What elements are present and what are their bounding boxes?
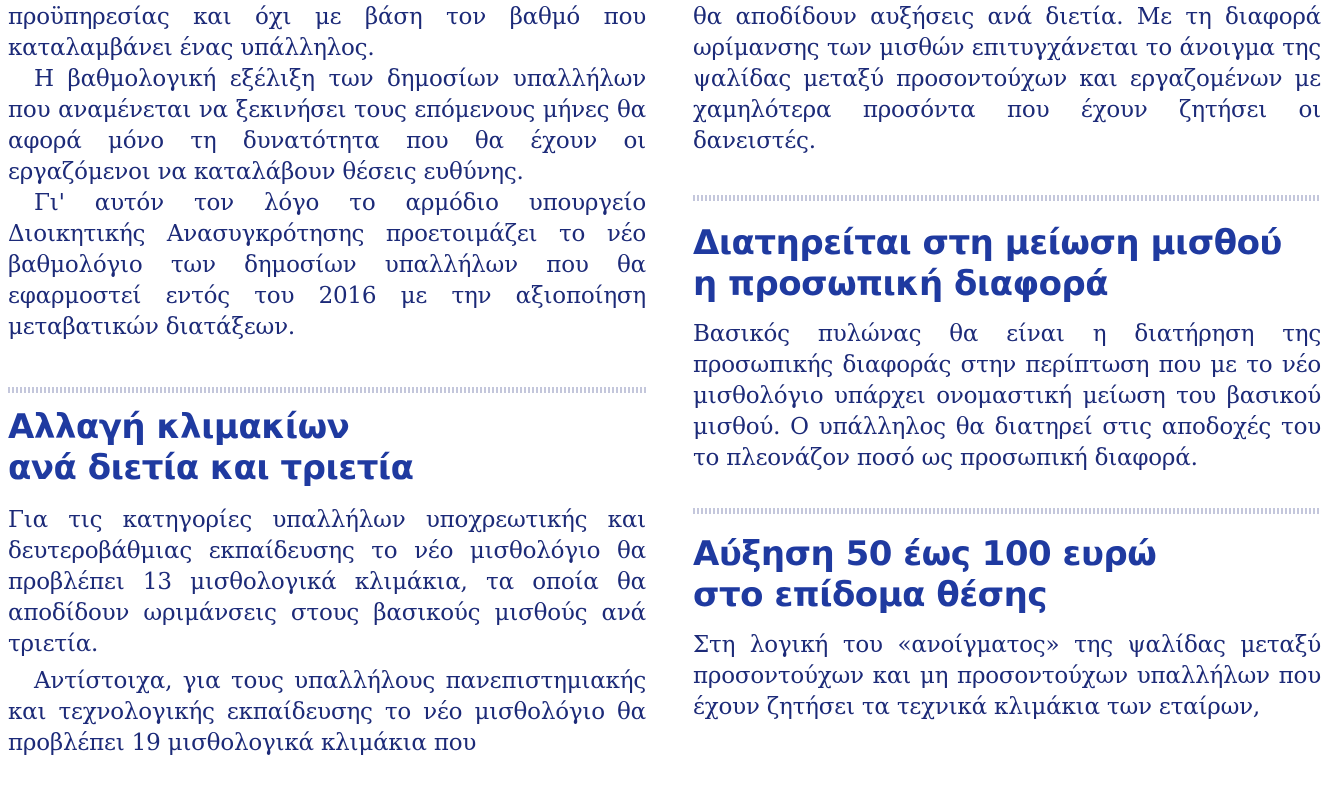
section-divider [693, 508, 1321, 514]
article-paragraph: προϋπηρεσίας και όχι με βάση τον βαθμό που καταλαμβάνει ένας υπάλληλος. [8, 4, 646, 61]
section-heading [8, 407, 646, 489]
section-heading [693, 223, 1321, 305]
article-paragraph: Για τις κατηγορίες υπαλλήλων υποχρεωτικής και δευτεροβάθμιας εκπαίδευσης το νέο μισθολόγιο θα προβλέπει 13 μισθολογικά κλιμάκια, τα οποία θα αποδίδουν ωριμάνσεις στους βασικούς μισθούς ανά τριετία. [8, 507, 646, 657]
section-divider [8, 387, 646, 393]
heading-line: Διατηρείται στη μείωση μισθού [693, 223, 1282, 263]
article-paragraph: θα αποδίδουν αυξήσεις ανά διετία. Με τη διαφορά ωρίμανσης των μισθών επιτυγχάνεται το άνοιγμα της ψαλίδας μεταξύ προσοντούχων και εργαζομένων με χαμηλότερα προσόντα που έχουν ζητήσει οι δανειστές. [693, 4, 1321, 154]
left-column [8, 0, 646, 759]
section-divider [693, 195, 1321, 201]
right-column [693, 0, 1321, 723]
heading-line: Αλλαγή κλιμακίων [8, 407, 350, 447]
article-paragraph: Στη λογική του «ανοίγματος» της ψαλίδας μεταξύ προσοντούχων και μη προσοντούχων υπαλλήλων που έχουν ζητήσει τα τεχνικά κλιμάκια των εταίρων, [693, 632, 1321, 720]
heading-line: στο επίδομα θέσης [693, 575, 1047, 615]
article-paragraph: Βασικός πυλώνας θα είναι η διατήρηση της προσωπικής διαφοράς στην περίπτωση που με το νέο μισθολόγιο υπάρχει ονομαστική μείωση του βασικού μισθού. Ο υπάλληλος θα διατηρεί στις αποδοχές του το πλεονάζον ποσό ως προσωπική διαφορά. [693, 321, 1321, 471]
article-paragraph: Αντίστοιχα, για τους υπαλλήλους πανεπιστημιακής και τεχνολογικής εκπαίδευσης το νέο μισθολόγιο θα προβλέπει 19 μισθολογικά κλιμάκια που [8, 668, 646, 756]
heading-line: η προσωπική διαφορά [693, 264, 1109, 304]
article-paragraph: Γι' αυτόν τον λόγο το αρμόδιο υπουργείο Διοικητικής Ανασυγκρότησης προετοιμάζει το νέο βαθμολόγιο των δημοσίων υπαλλήλων που θα εφαρμοστεί εντός του 2016 με την αξιοποίηση μεταβατικών διατάξεων. [8, 190, 646, 340]
heading-line: ανά διετία και τριετία [8, 448, 414, 488]
article-paragraph: Η βαθμολογική εξέλιξη των δημοσίων υπαλλήλων που αναμένεται να ξεκινήσει τους επόμενους μήνες θα αφορά μόνο τη δυνατότητα που θα έχουν οι εργαζόμενοι να καταλάβουν θέσεις ευθύνης. [8, 66, 646, 185]
heading-line: Αύξηση 50 έως 100 ευρώ [693, 534, 1157, 574]
section-heading [693, 534, 1321, 616]
